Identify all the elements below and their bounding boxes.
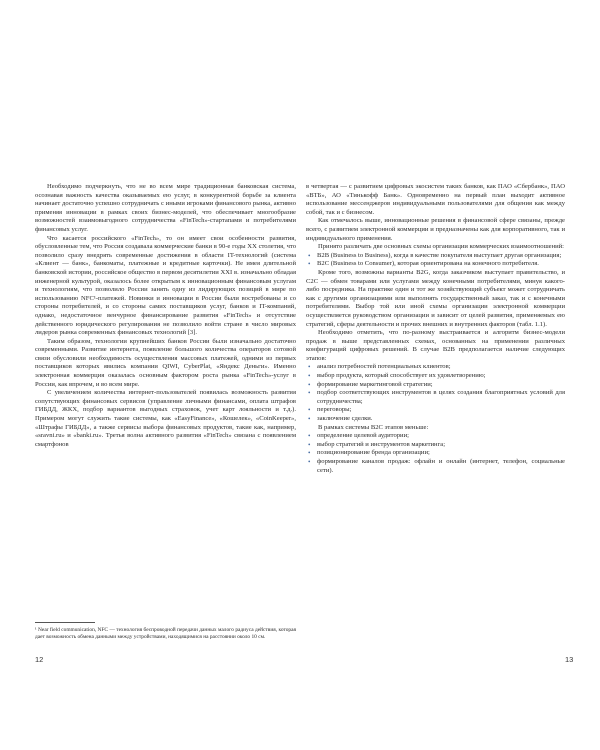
paragraph: в четвертая — с развитием цифровых экосистем таких банков, как ПАО «Сбербанк», ПАО «ВТБ», АО «Тинькофф Банк». Одновременно на первый план выходит активное использование мессенджеров индивидуальными пользователями для общения как между собой, так и с бизнесом. [306, 183, 565, 216]
bullet-list-schemes [306, 252, 565, 269]
paragraph: В рамках системы B2C этапов меньше: [318, 423, 429, 431]
paragraph: С увеличением количества интернет-пользователей появилась возможность развития сопутствующих финансовых сервисов (управление личными финансами, оплата штрафов ГИБДД, ЖКХ, подбор вариантов выгодных страховок, учет карт лояльности и т.д.). Примером могут служить такие системы, как «EasyFinance», «Кошелек», «CoinKeeper», «Штрафы ГИБДД», а также сервисы выбора финансовых продуктов, такие как, например, «sravni.ru» и «banki.ru». Третья волна активного развития «FinTech» связана с появлением смартфонов [35, 389, 296, 448]
list-item: • выбор стратегий и инструментов маркетинга; [308, 440, 446, 449]
footnote-divider [35, 622, 95, 623]
list-item: • B2C (Business to Consumer), которая ориентирована на конечного потребителя. [308, 260, 539, 269]
list-item: • формирование маркетинговой стратегии; [308, 380, 433, 389]
bullet-list-b2c [306, 432, 565, 475]
footnote: ¹ Near field communication, NFC — технология беспроводной передачи данных малого радиуса действия, которая дает возможность обмена данными между устройствами, находящимися на расстоянии около 10 см. [35, 627, 296, 640]
list-item: • подбор соответствующих инструментов в целях создания благоприятных условий для сотрудничества; [308, 389, 565, 405]
paragraph: Что касается российского «FinTech», то он имеет свои особенности развития, обусловленные тем, что Россия создавала коммерческие банки в 90-е годы XX столетия, что позволило сразу внедрять современные достижения в области IT-технологий (система «Клиент — банк», банкоматы, платежные и кредитные карточки). Не имея длительной банковской истории, российское общество в первом десятилетии XXI в. изначально обладая инженерной культурой, оказалось более открытым к инновационным финансовым услугам и технологиям, что позволило России занять одну из лидирующих позиций в мире по использованию NFC¹-платежей. Новинки и инновации в России были востребованы и со стороны потребителей, и со стороны самих поставщиков услуг, банков и IT-компаний, однако, недостаточное венчурное финансирование развития «FinTech» и отсутствие действенного юридического регулирования не позволило войти стране в число мировых лидеров рынка современных финансовых технологий [3]. [35, 234, 296, 337]
paragraph: Кроме того, возможны варианты B2G, когда заказчиком выступает правительство, и C2C — обмен товарами или услугами между конечными потребителями, минуя какого-либо посредника. На практике один и тот же хозяйствующий субъект может сотрудничать как с другими организациями или выполнять государственный заказ, так и с конечными потребителями. Выбор той или иной схемы организации электронной коммерции осуществляется руководством организации и зависит от целей развития, применяемых ею стратегий, сферы деятельности и прочих внешних и внутренних факторов (табл. 1.1). [306, 268, 565, 328]
paragraph: Таким образом, технологии крупнейших банков России были изначально достаточно современными. Развитие интернета, появление большого количества операторов сотовой связи обусловили необходимость осуществления массовых платежей, одними из первых поставщиков которых явились компании QIWI, CyberPlat, «Яндекс Деньги». Именно электронная коммерция оказалась основным фактором роста рынка «FinTech»-услуг в России, как впрочем, и во всем мире. [35, 337, 296, 388]
paragraph: Необходимо отметить, что по-разному выстраивается и алгоритм бизнес-модели продаж в выше представленных схемах, основанных на применении различных конфигураций цифровых решений. В случае B2B предполагается наличие следующих этапов: [306, 329, 565, 362]
list-item: • анализ потребностей потенциальных клиентов; [308, 363, 451, 372]
paragraph: Принято различать две основных схемы организации коммерческих взаимоотношений: [318, 243, 565, 251]
bullet-icon: • [308, 406, 311, 415]
bullet-icon: • [308, 260, 311, 269]
list-item: • выбор продукта, который способствует их удовлетворению; [308, 372, 486, 381]
list-item: • определение целевой аудитории; [308, 432, 409, 441]
bullet-icon: • [308, 389, 311, 398]
right-page [300, 0, 600, 750]
paragraph: Как отмечалось выше, инновационные решения в финансовой сфере связаны, прежде всего, с развитием электронной коммерции и предназначены как для корпоративного, так и индивидуального применения. [306, 217, 565, 242]
page-number-right: 13 [565, 655, 574, 664]
list-item: • формирование каналов продаж: офлайн и онлайн (интернет, телефон, социальные сети). [308, 458, 565, 474]
list-item: • позиционирование бренда организации; [308, 449, 430, 458]
list-item: • заключение сделки. [308, 415, 373, 424]
page-number-left: 12 [35, 655, 44, 664]
list-item: • переговоры; [308, 406, 352, 415]
bullet-icon: • [308, 432, 311, 441]
bullet-icon: • [308, 363, 311, 372]
left-page-text [35, 183, 296, 449]
bullet-list-b2b [306, 363, 565, 423]
bullet-icon: • [308, 372, 311, 381]
right-page-text [306, 183, 565, 475]
list-item: • B2B (Business to Business), когда в качестве покупателя выступает другая организация; [308, 251, 562, 260]
paragraph: Необходимо подчеркнуть, что не во всем мире традиционная банковская система, осознавая важность качества оказываемых ею услуг, в конкурентной борьбе за клиента начинает достаточно успешно сотрудничать с иными игроками финансового рынка, активно применяя инновации в рамках своих бизнес-моделей, что обеспечивает многообразие возможностей взаимовыгодного сотрудничества «FinTech»-стартапами и потребителями финансовых услуг. [35, 183, 296, 233]
bullet-icon: • [308, 440, 311, 449]
bullet-icon: • [308, 380, 311, 389]
bullet-icon: • [308, 251, 311, 260]
bullet-icon: • [308, 458, 311, 466]
bullet-icon: • [308, 449, 311, 458]
bullet-icon: • [308, 415, 311, 424]
